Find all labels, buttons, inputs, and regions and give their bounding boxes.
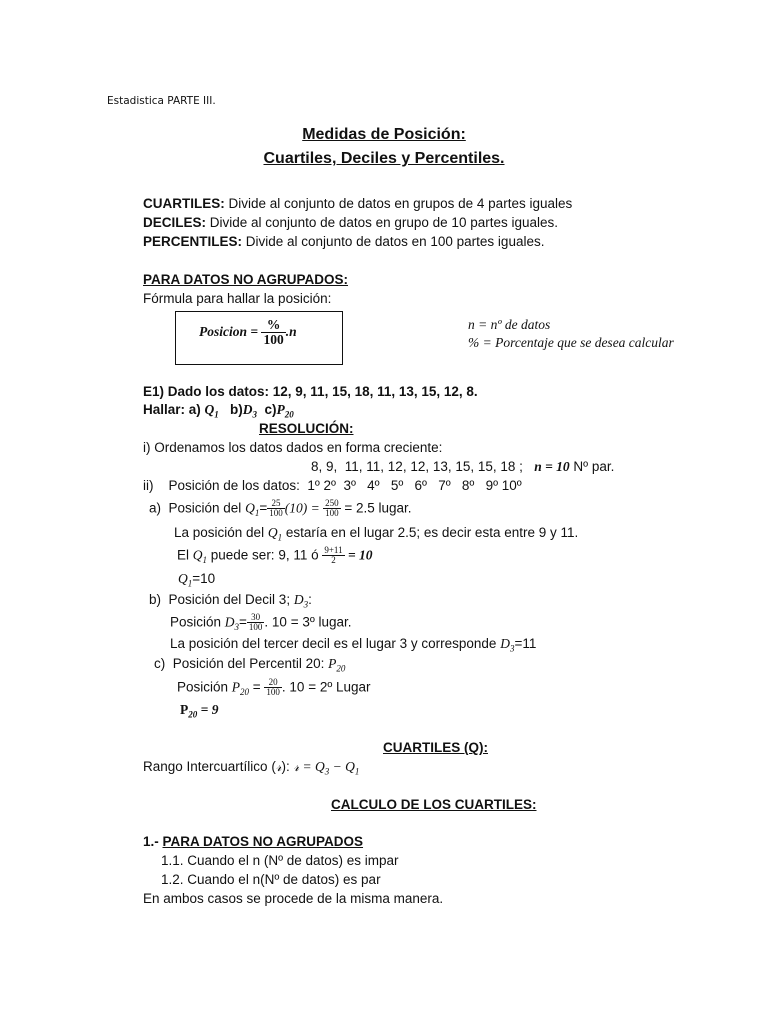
numerator: 25 bbox=[267, 499, 285, 509]
text: . 10 = 3º lugar. bbox=[264, 614, 352, 630]
d3-subscript: 3 bbox=[303, 599, 309, 610]
ambos-casos: En ambos casos se procede de la misma manera. bbox=[143, 891, 444, 906]
rango-formula: 𝓇 = Q bbox=[293, 759, 325, 774]
part-b-line3 bbox=[170, 636, 536, 654]
text: = 9 bbox=[197, 702, 219, 717]
d3-symbol: D bbox=[224, 614, 235, 630]
item-1-2: 1.2. Cuando el n(Nº de datos) es par bbox=[161, 872, 381, 887]
formula-fraction bbox=[261, 318, 285, 347]
text: El bbox=[177, 547, 193, 563]
part-b-line1: b) Posición del Decil 3; $D_3$: bbox=[149, 592, 312, 610]
cuartiles-heading: CUARTILES (Q): bbox=[383, 740, 488, 755]
denominator: 100 bbox=[269, 508, 283, 519]
text: Posición bbox=[170, 614, 225, 630]
calculo-heading: CALCULO DE LOS CUARTILES: bbox=[331, 797, 537, 812]
item-1-1: 1.1. Cuando el n (Nº de datos) es impar bbox=[161, 853, 399, 868]
step-ii: ii) Posición de los datos: 1º 2º 3º 4º 5º 6º 7º 8º 9º 10º bbox=[143, 478, 522, 493]
d3-subscript: 3 bbox=[509, 643, 515, 654]
fraction-250-100 bbox=[323, 499, 341, 519]
part-a-tail: = 2.5 lugar. bbox=[340, 500, 412, 516]
n-equals: n = 10 bbox=[534, 459, 570, 474]
text: =10 bbox=[192, 571, 216, 586]
formula-lhs: Posicion = bbox=[199, 324, 262, 340]
sorted-data bbox=[311, 459, 614, 475]
part-c-line2: Posición $P_{20}$ = $\frac{20}{100}$ . 10 = 2º Lugar bbox=[177, 677, 371, 698]
d3-symbol: D bbox=[293, 592, 304, 607]
section-1-heading bbox=[143, 834, 363, 849]
text: Posición bbox=[177, 679, 232, 695]
text: Rango Intercuartílico ( bbox=[143, 759, 276, 774]
step-i: i) Ordenamos los datos dados en forma creciente: bbox=[143, 440, 443, 455]
formula-numerator: % bbox=[261, 318, 285, 333]
c-prefix: c) bbox=[257, 402, 277, 417]
p20-subscript: 20 bbox=[284, 409, 294, 420]
part-c-line3 bbox=[180, 702, 218, 720]
denominator: 100 bbox=[248, 622, 263, 633]
p20-subscript: 20 bbox=[336, 663, 346, 674]
example-statement: E1) Dado los datos: 12, 9, 11, 15, 18, 11, 13, 15, 12, 8. bbox=[143, 384, 478, 399]
fraction-25-100 bbox=[267, 499, 285, 519]
hallar-prefix: Hallar: a) bbox=[143, 402, 205, 417]
document-header: Estadistica PARTE III. bbox=[107, 95, 216, 107]
rango-symbol: 𝓇 bbox=[275, 759, 282, 774]
formula-tail: .n bbox=[285, 324, 297, 340]
p20-symbol: P bbox=[328, 656, 337, 671]
part-a-line2 bbox=[174, 525, 578, 543]
p20-symbol: P bbox=[231, 679, 241, 695]
page-subtitle: Cuartiles, Deciles y Percentiles. bbox=[263, 150, 505, 167]
legend-n: n = nº de datos bbox=[468, 317, 551, 332]
numerator: 20 bbox=[264, 678, 282, 688]
resolucion-heading: RESOLUCIÓN: bbox=[259, 421, 354, 436]
p20-subscript: 20 bbox=[188, 709, 198, 720]
p20-subscript: 20 bbox=[240, 687, 250, 698]
text: = 10 bbox=[344, 547, 373, 563]
numerator: 9+11 bbox=[324, 545, 343, 555]
d3-subscript: 3 bbox=[234, 622, 240, 633]
d3-symbol: D bbox=[242, 402, 253, 417]
part-a-label: a) Posición del bbox=[149, 500, 246, 516]
denominator: 2 bbox=[331, 555, 336, 566]
definition-percentiles bbox=[143, 234, 544, 249]
numerator: 30 bbox=[247, 613, 265, 623]
p20-symbol: P bbox=[276, 402, 285, 417]
fraction-30-100 bbox=[247, 613, 265, 633]
part-c-line1 bbox=[154, 656, 345, 674]
text: La posición del bbox=[174, 525, 268, 540]
part-a-mid: (10) = bbox=[284, 500, 324, 516]
q1-subscript: 1 bbox=[277, 532, 283, 543]
d3-symbol: D bbox=[500, 636, 510, 651]
section-heading-no-agrupados: PARA DATOS NO AGRUPADOS: bbox=[143, 272, 349, 287]
denominator: 100 bbox=[325, 508, 339, 519]
part-c-label: c) Posición del Percentil 20: bbox=[154, 656, 329, 671]
rango-intercuartilico: Rango Intercuartílico (𝓇): 𝓇 = $Q_3 - Q_1$ bbox=[143, 759, 360, 777]
definition-term: PERCENTILES: bbox=[143, 234, 243, 249]
formula-intro: Fórmula para hallar la posición: bbox=[143, 291, 332, 306]
q1-symbol: Q bbox=[192, 547, 203, 563]
part-a-line3 bbox=[177, 546, 373, 566]
text: . 10 = 2º Lugar bbox=[281, 679, 371, 695]
example-hallar bbox=[143, 402, 294, 420]
formula-denominator: 100 bbox=[263, 332, 284, 348]
rango-minus: − Q bbox=[329, 759, 355, 774]
section-number: 1.- bbox=[143, 834, 163, 849]
q1-subscript: 1 bbox=[214, 409, 219, 420]
definition-text: Divide al conjunto de datos en 100 partes iguales. bbox=[242, 234, 545, 249]
definition-text: Divide al conjunto de datos en grupos de 4 partes iguales bbox=[224, 196, 573, 211]
definition-text: Divide al conjunto de datos en grupo de 10 partes iguales. bbox=[206, 215, 559, 230]
formula-position bbox=[199, 318, 297, 347]
page-title: Medidas de Posición: bbox=[302, 126, 466, 143]
text: estaría en el lugar 2.5; es decir esta entre 9 y 11. bbox=[282, 525, 579, 540]
part-a-line4 bbox=[178, 571, 215, 589]
q1-symbol: Q bbox=[178, 571, 188, 586]
definition-deciles bbox=[143, 215, 558, 230]
text: puede ser: 9, 11 ó bbox=[207, 547, 323, 563]
numerator: 250 bbox=[325, 498, 339, 508]
d3-subscript: 3 bbox=[252, 409, 258, 420]
definition-cuartiles bbox=[143, 196, 572, 211]
q1-subscript: 1 bbox=[187, 578, 193, 589]
text: ): bbox=[281, 759, 294, 774]
sorted-values: 8, 9, 11, 11, 12, 12, 13, 15, 15, 18 ; bbox=[311, 459, 523, 474]
part-a-line1: a) Posición del $Q_1=$ $\frac{25}{100}$ (10) = $\frac{250}{100}$ = 2.5 lugar. bbox=[149, 498, 412, 519]
fraction-20-100 bbox=[264, 678, 282, 698]
text: La posición del tercer decil es el lugar 3 y corresponde bbox=[170, 636, 501, 651]
fraction-9plus11-2 bbox=[322, 546, 344, 566]
q1-symbol: Q bbox=[204, 402, 215, 417]
n-par: Nº par. bbox=[569, 459, 615, 474]
p-symbol: P bbox=[180, 702, 189, 717]
definition-term: DECILES: bbox=[143, 215, 207, 230]
q1-symbol: Q bbox=[267, 525, 278, 540]
part-b-line2: Posición $D_3=$ $\frac{30}{100}$ . 10 = 3º lugar. bbox=[170, 612, 352, 633]
section-title: PARA DATOS NO AGRUPADOS bbox=[162, 834, 364, 849]
definition-term: CUARTILES: bbox=[143, 196, 225, 211]
q1-subscript: 1 bbox=[202, 555, 208, 566]
text: =11 bbox=[514, 636, 537, 651]
q1-symbol: Q bbox=[245, 500, 255, 516]
denominator: 100 bbox=[266, 687, 280, 698]
legend-percent: % = Porcentaje que se desea calcular bbox=[468, 335, 674, 350]
q1-subscript: 1 bbox=[254, 508, 260, 519]
b-prefix: b) bbox=[218, 402, 243, 417]
part-b-label: b) Posición del Decil 3; bbox=[149, 592, 294, 607]
